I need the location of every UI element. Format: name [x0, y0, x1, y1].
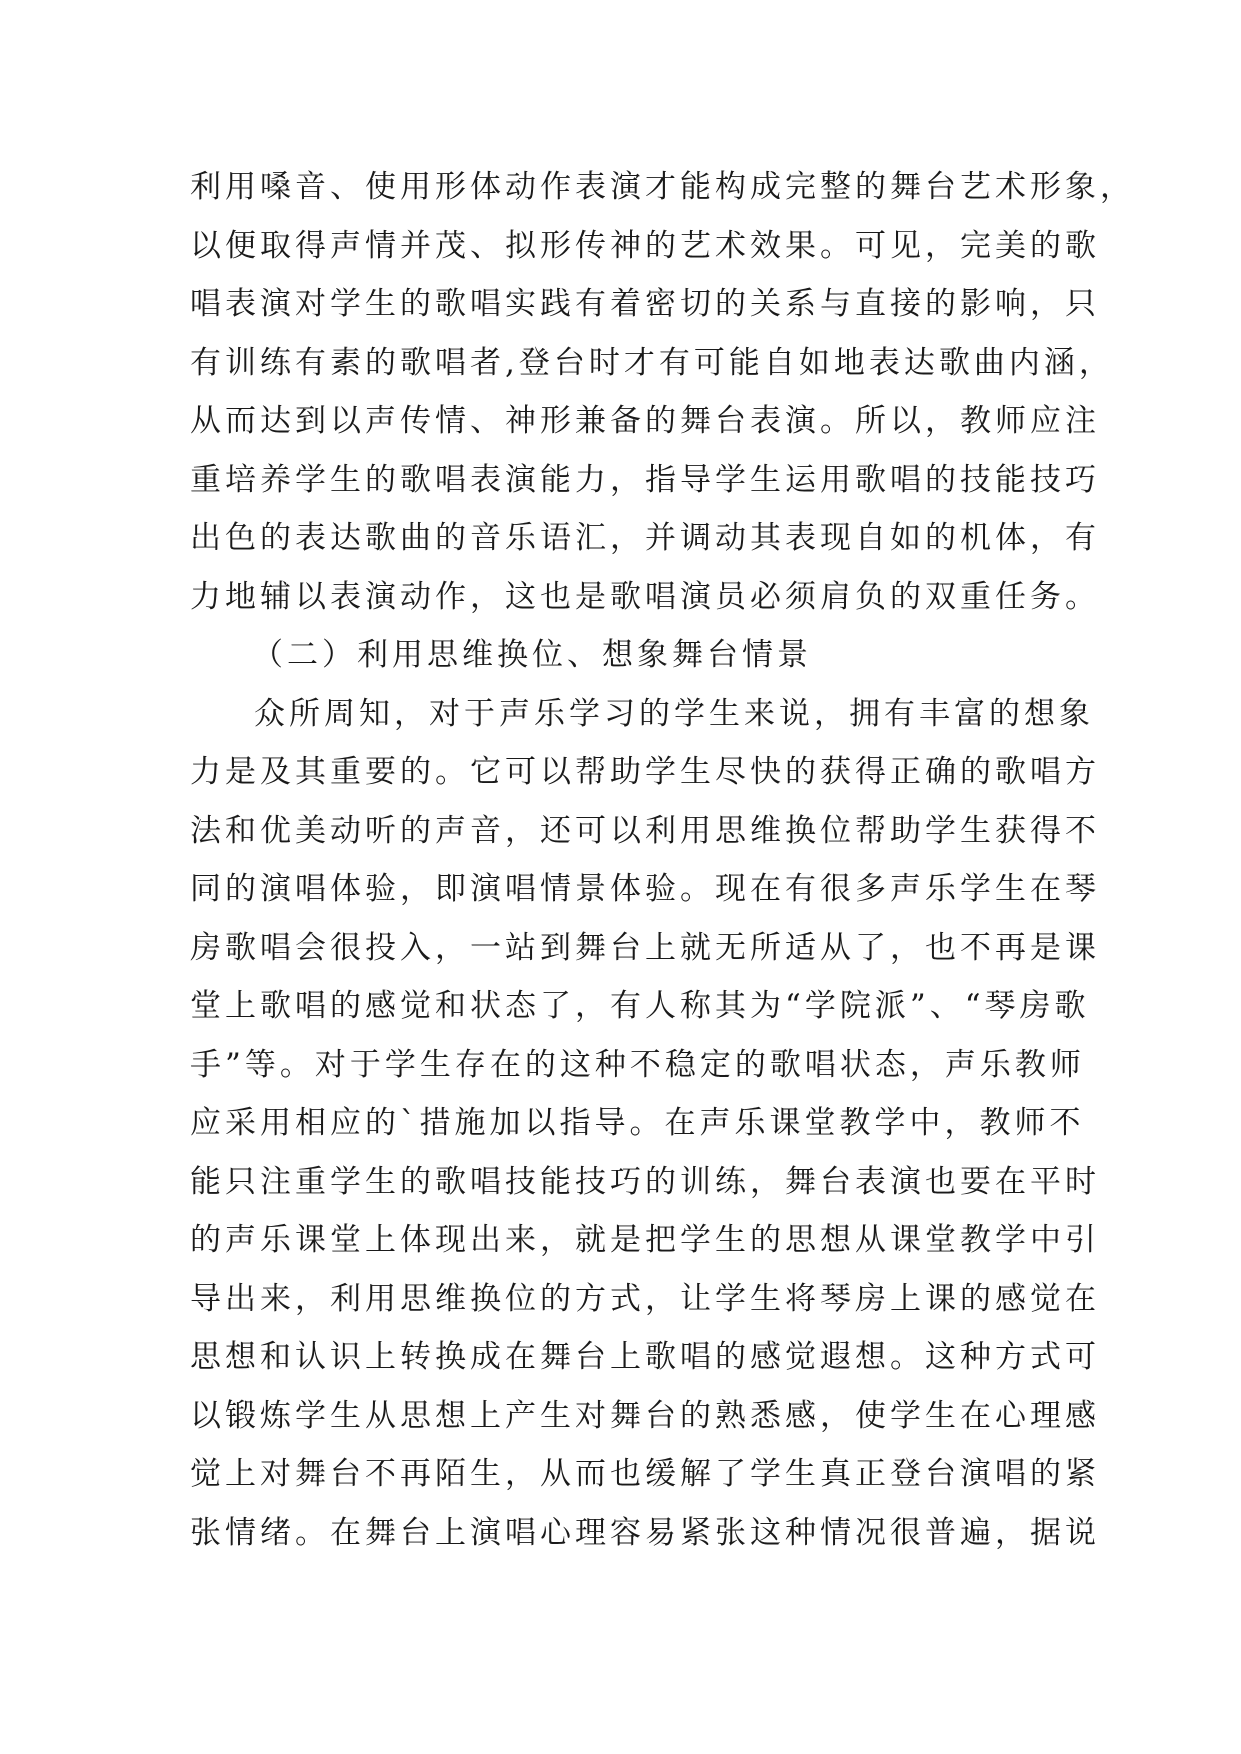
text-line: 手”等。对于学生存在的这种不稳定的歌唱状态，声乐教师 — [190, 1046, 1085, 1083]
paragraph-1 — [190, 158, 1135, 626]
text-line: 张情绪。在舞台上演唱心理容易紧张这种情况很普遍，据说 — [190, 1514, 1100, 1551]
text-line: 众所周知，对于声乐学习的学生来说，拥有丰富的想象 — [254, 695, 1094, 732]
text-line: 堂上歌唱的感觉和状态了，有人称其为“学院派”、“琴房歌 — [190, 988, 1090, 1024]
text-line: 导出来，利用思维换位的方式，让学生将琴房上课的感觉在 — [190, 1280, 1100, 1317]
text-line: 力地辅以表演动作，这也是歌唱演员必须肩负的双重任务。 — [190, 578, 1100, 615]
text-line: 唱表演对学生的歌唱实践有着密切的关系与直接的影响，只 — [190, 286, 1100, 322]
text-line: 房歌唱会很投入，一站到舞台上就无所适从了，也不再是课 — [190, 929, 1100, 966]
text-line: 的声乐课堂上体现出来，就是把学生的思想从课堂教学中引 — [190, 1222, 1100, 1258]
text-line: 重培养学生的歌唱表演能力，指导学生运用歌唱的技能技巧 — [190, 461, 1100, 498]
document-body — [190, 158, 1135, 1562]
text-line: 有训练有素的歌唱者,登台时才有可能自如地表达歌曲内涵， — [190, 344, 1114, 381]
text-line: 法和优美动听的声音，还可以利用思维换位帮助学生获得不 — [190, 812, 1100, 849]
text-line: 应采用相应的`措施加以指导。在声乐课堂教学中，教师不 — [190, 1105, 1085, 1141]
text-line: 从而达到以声传情、神形兼备的舞台表演。所以，教师应注 — [190, 403, 1100, 439]
text-line: 同的演唱体验，即演唱情景体验。现在有很多声乐学生在琴 — [190, 871, 1100, 907]
text-line: 思想和认识上转换成在舞台上歌唱的感觉遐想。这种方式可 — [190, 1339, 1100, 1375]
text-line: 力是及其重要的。它可以帮助学生尽快的获得正确的歌唱方 — [190, 754, 1100, 790]
text-line: 以锻炼学生从思想上产生对舞台的熟悉感，使学生在心理感 — [190, 1397, 1100, 1434]
paragraph-2 — [190, 685, 1100, 1563]
text-line: 以便取得声情并茂、拟形传神的艺术效果。可见，完美的歌 — [190, 227, 1100, 264]
text-line: 能只注重学生的歌唱技能技巧的训练，舞台表演也要在平时 — [190, 1163, 1100, 1200]
section-heading: （二）利用思维换位、想象舞台情景 — [252, 637, 812, 673]
text-line: 利用嗓音、使用形体动作表演才能构成完整的舞台艺术形象， — [190, 169, 1135, 205]
text-line: 觉上对舞台不再陌生，从而也缓解了学生真正登台演唱的紧 — [190, 1456, 1100, 1492]
text-line: 出色的表达歌曲的音乐语汇，并调动其表现自如的机体，有 — [190, 520, 1100, 556]
